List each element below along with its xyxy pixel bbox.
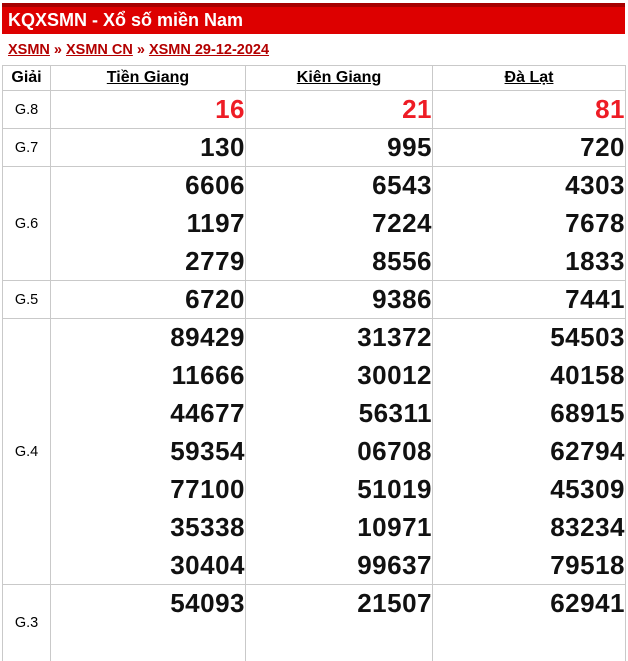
prize-number: 62794	[433, 433, 626, 471]
breadcrumb-separator: »	[53, 42, 62, 58]
table-row	[3, 357, 626, 395]
prize-number: 7678	[433, 205, 626, 243]
prize-number: 30404	[51, 547, 246, 585]
table-row	[3, 395, 626, 433]
prize-number: 30012	[246, 357, 433, 395]
table-row	[3, 129, 626, 167]
table-row	[3, 243, 626, 281]
prize-column-header	[3, 66, 51, 91]
prize-number: 11666	[51, 357, 246, 395]
prize-number: 51019	[246, 471, 433, 509]
prize-number: 06708	[246, 433, 433, 471]
prize-number: 44677	[51, 395, 246, 433]
table-row	[3, 281, 626, 319]
page-title: KQXSMN - Xổ số miền Nam	[8, 10, 244, 30]
prize-number: 40158	[433, 357, 626, 395]
prize-number: 6543	[246, 167, 433, 205]
prize-number: 4303	[433, 167, 626, 205]
table-row	[3, 623, 626, 661]
prize-number: 56311	[246, 395, 433, 433]
table-header-row	[3, 66, 626, 91]
prize-number	[433, 623, 626, 661]
page-title-bar	[2, 3, 625, 34]
prize-number: 6606	[51, 167, 246, 205]
prize-group-label: G.5	[3, 281, 51, 319]
prize-number: 21	[246, 91, 433, 129]
prize-number: 45309	[433, 471, 626, 509]
table-row	[3, 509, 626, 547]
prize-number: 59354	[51, 433, 246, 471]
table-row	[3, 167, 626, 205]
breadcrumb-link-xsmn[interactable]: XSMN	[8, 42, 50, 58]
prize-number: 16	[51, 91, 246, 129]
prize-number: 1197	[51, 205, 246, 243]
prize-number: 7441	[433, 281, 626, 319]
prize-number: 77100	[51, 471, 246, 509]
prize-number: 6720	[51, 281, 246, 319]
prize-number: 130	[51, 129, 246, 167]
prize-number: 7224	[246, 205, 433, 243]
table-row	[3, 585, 626, 623]
province-link-kien-giang[interactable]: Kiên Giang	[296, 69, 382, 86]
province-column-header-da-lat	[433, 66, 626, 91]
table-row	[3, 471, 626, 509]
prize-number: 35338	[51, 509, 246, 547]
prize-group-label: G.4	[3, 319, 51, 585]
prize-number: 10971	[246, 509, 433, 547]
prize-number: 62941	[433, 585, 626, 623]
province-column-header-tien-giang	[51, 66, 246, 91]
table-row	[3, 433, 626, 471]
prize-number: 720	[433, 129, 626, 167]
prize-number: 21507	[246, 585, 433, 623]
breadcrumb-link-xsmn-cn[interactable]: XSMN CN	[65, 42, 133, 58]
prize-number: 995	[246, 129, 433, 167]
prize-number: 1833	[433, 243, 626, 281]
prize-number: 89429	[51, 319, 246, 357]
lottery-results-table	[2, 65, 626, 661]
prize-number: 8556	[246, 243, 433, 281]
prize-number	[246, 623, 433, 661]
prize-number: 54093	[51, 585, 246, 623]
prize-group-label: G.6	[3, 167, 51, 281]
prize-column-header-label: Giải	[11, 69, 42, 86]
prize-number	[51, 623, 246, 661]
results-tbody	[3, 91, 626, 661]
prize-number: 99637	[246, 547, 433, 585]
prize-number: 31372	[246, 319, 433, 357]
prize-group-label: G.3	[3, 585, 51, 661]
province-link-tien-giang[interactable]: Tiền Giang	[106, 69, 190, 86]
table-row	[3, 91, 626, 129]
table-row	[3, 547, 626, 585]
province-link-da-lat[interactable]: Đà Lạt	[504, 69, 554, 86]
prize-number: 79518	[433, 547, 626, 585]
prize-number: 83234	[433, 509, 626, 547]
province-column-header-kien-giang	[246, 66, 433, 91]
prize-number: 2779	[51, 243, 246, 281]
breadcrumb-separator: »	[136, 42, 145, 58]
breadcrumb	[2, 34, 625, 65]
prize-number: 9386	[246, 281, 433, 319]
table-row	[3, 205, 626, 243]
prize-number: 54503	[433, 319, 626, 357]
prize-group-label: G.8	[3, 91, 51, 129]
prize-number: 68915	[433, 395, 626, 433]
prize-number: 81	[433, 91, 626, 129]
prize-group-label: G.7	[3, 129, 51, 167]
table-row	[3, 319, 626, 357]
breadcrumb-link-xsmn-date[interactable]: XSMN 29-12-2024	[148, 42, 270, 58]
